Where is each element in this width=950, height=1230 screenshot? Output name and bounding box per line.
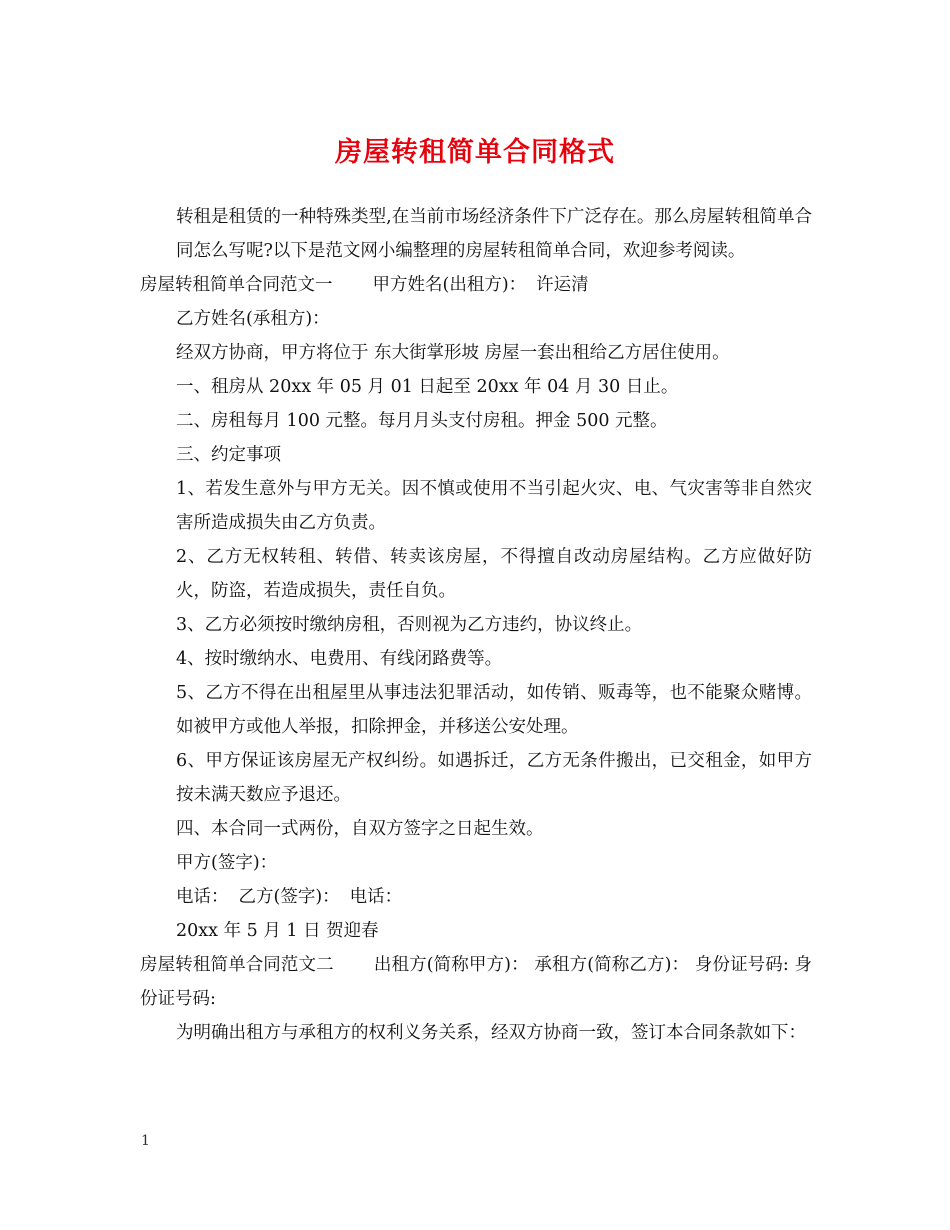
page-number: 1 [141,1133,150,1149]
sign-party-a: 甲方(签字)： [176,853,278,873]
term-1: 一、租房从 20xx 年 05 月 01 日起至 20xx 年 04 月 30 日止。 [176,377,679,397]
item-6: 6、甲方保证该房屋无产权纠纷。如遇拆迁，乙方无条件搬出，已交租金，如甲方按未满天数应予退还。 [176,751,812,805]
item-4: 4、按时缴纳水、电费用、有线闭路费等。 [176,649,503,669]
sample2-parties: 出租方(简称甲方)： 承租方(简称乙方)： 身份证号码: 身份证号码: [140,955,812,1009]
sample2-heading: 房屋转租简单合同范文二 [140,955,334,975]
item-5: 5、乙方不得在出租屋里从事违法犯罪活动，如传销、贩毒等，也不能聚众赌博。如被甲方或他人举报，扣除押金，并移送公安处理。 [176,683,812,737]
sign-phone-line [140,880,812,914]
intro-paragraph: 转租是租赁的一种特殊类型,在当前市场经济条件下广泛存在。那么房屋转租简单合同怎么写呢?以下是范文网小编整理的房屋转租简单合同，欢迎参考阅读。 [176,207,812,261]
sample1-heading-line [140,268,812,302]
term-4: 四、本合同一式两份，自双方签字之日起生效。 [176,819,544,839]
sample2-preamble: 为明确出租方与承租方的权利义务关系，经双方协商一致，签订本合同条款如下： [176,1023,806,1043]
phone-label-2: 电话： [349,887,403,907]
item-1: 1、若发生意外与甲方无关。因不慎或使用不当引起火灾、电、气灾害等非自然灾害所造成损失由乙方负责。 [176,479,812,533]
sample2-heading-line [140,948,812,1016]
sample1-heading: 房屋转租简单合同范文一 [140,275,333,295]
sign-party-b: 乙方(签字)： [238,887,340,907]
document-body [140,200,812,1050]
date-signature: 20xx 年 5 月 1 日 贺迎春 [176,921,379,941]
term-3-heading: 三、约定事项 [176,445,281,465]
term-2: 二、房租每月 100 元整。每月月头支付房租。押金 500 元整。 [176,411,668,431]
phone-label: 电话： [176,887,229,907]
document-title: 房屋转租简单合同格式 [335,137,615,168]
party-a-label: 甲方姓名(出租方)： [372,275,527,295]
party-a-name: 许运清 [536,275,589,295]
party-b-line: 乙方姓名(承租方)： [176,309,330,329]
item-2: 2、乙方无权转租、转借、转卖该房屋，不得擅自改动房屋结构。乙方应做好防火，防盗，若造成损失，责任自负。 [176,547,812,601]
agreement-line: 经双方协商，甲方将位于 东大街掌形坡 房屋一套出租给乙方居住使用。 [176,343,730,363]
item-3: 3、乙方必须按时缴纳房租，否则视为乙方违约，协议终止。 [176,615,643,635]
